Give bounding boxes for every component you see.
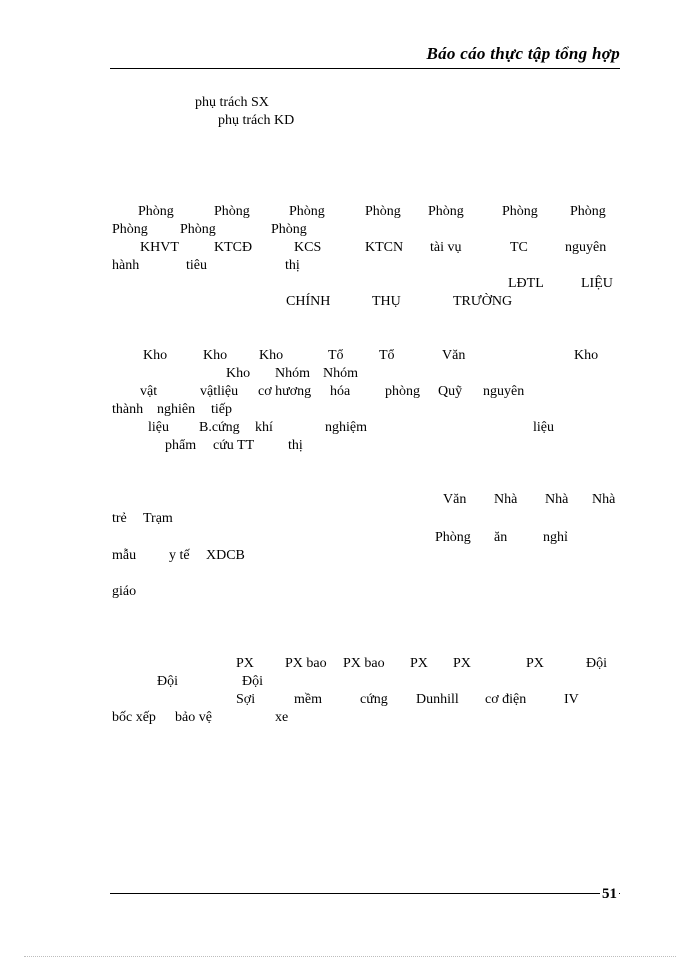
text-van-2: Văn [443, 492, 467, 507]
text-tc: TC [510, 240, 528, 255]
text-thanh: thành [112, 402, 144, 417]
text-kho-2: Kho [203, 348, 228, 363]
text-nha-1: Nhà [494, 492, 518, 507]
text-hoa: hóa [330, 384, 351, 399]
page-bottom-dotted-border [24, 956, 676, 957]
text-phong-8: Phòng [112, 222, 148, 237]
text-phong-11: phòng [385, 384, 420, 399]
text-nguyen-2: nguyên [483, 384, 525, 399]
text-thu: THỤ [372, 294, 401, 309]
text-ktcn: KTCN [365, 240, 404, 255]
text-px-1: PX [236, 656, 254, 671]
page-number: 51 [602, 886, 617, 902]
text-vatlieu: vậtliệu [200, 384, 239, 399]
text-xdcb: XDCB [206, 548, 245, 563]
text-nghien: nghiên [157, 402, 196, 417]
text-hanh: hành [112, 258, 140, 273]
text-dunhill: Dunhill [416, 692, 459, 707]
text-phong-9: Phòng [180, 222, 216, 237]
text-khvt: KHVT [140, 240, 179, 255]
text-bcung: B.cứng [199, 420, 240, 435]
text-kho-5: Kho [226, 366, 251, 381]
text-nha-2: Nhà [545, 492, 569, 507]
text-phong-10: Phòng [271, 222, 307, 237]
text-nghi: nghỉ [543, 530, 568, 545]
text-pham: phẩm [165, 438, 197, 453]
text-nghiem: nghiệm [325, 420, 367, 435]
text-phong-2: Phòng [214, 204, 250, 219]
text-kcs: KCS [294, 240, 322, 255]
text-to-2: Tổ [379, 348, 395, 363]
text-phong-6: Phòng [502, 204, 538, 219]
text-thi-1: thị [285, 258, 300, 273]
text-nhom-1: Nhóm [275, 366, 310, 381]
text-tiep: tiếp [211, 402, 232, 417]
text-cung: cứng [360, 692, 388, 707]
text-boc-xep: bốc xếp [112, 710, 156, 725]
text-phong-5: Phòng [428, 204, 464, 219]
text-phong-12: Phòng [435, 530, 471, 545]
text-xe: xe [275, 710, 289, 725]
text-tai-vu: tài vụ [430, 240, 462, 255]
text-ktcd: KTCĐ [214, 240, 253, 255]
text-mem: mềm [294, 692, 322, 707]
text-doi-3: Đội [242, 674, 263, 689]
header-title: Báo cáo thực tập tổng hợp [426, 44, 620, 63]
text-phu-trach-sx: phụ trách SX [195, 95, 269, 110]
text-khi: khí [255, 420, 273, 435]
text-doi-1: Đội [586, 656, 607, 671]
text-an: ăn [494, 530, 508, 545]
text-vat: vật [140, 384, 158, 399]
text-nhom-2: Nhóm [323, 366, 358, 381]
text-bao-ve: bảo vệ [175, 710, 212, 725]
text-px-3: PX [453, 656, 471, 671]
text-van-1: Văn [442, 348, 466, 363]
text-px-bao-2: PX bao [343, 656, 385, 671]
text-mau: mẫu [112, 548, 137, 563]
text-kho-4: Kho [574, 348, 599, 363]
text-soi: Sợi [236, 692, 256, 707]
text-truong: TRƯỜNG [453, 294, 513, 309]
text-lieu-1: liệu [148, 420, 169, 435]
text-tieu: tiêu [186, 258, 207, 273]
text-iv: IV [564, 692, 579, 707]
text-kho-1: Kho [143, 348, 168, 363]
text-tre: trẻ [112, 511, 127, 526]
text-phong-1: Phòng [138, 204, 174, 219]
text-phong-3: Phòng [289, 204, 325, 219]
text-phong-7: Phòng [570, 204, 606, 219]
text-nguyen-1: nguyên [565, 240, 607, 255]
text-y-te: y tế [169, 548, 190, 563]
text-tram: Trạm [143, 511, 173, 526]
text-lieu-caps: LIỆU [581, 276, 613, 291]
text-doi-2: Đội [157, 674, 178, 689]
text-px-4: PX [526, 656, 544, 671]
text-chinh: CHÍNH [286, 294, 331, 309]
text-px-2: PX [410, 656, 428, 671]
text-quy: Quỹ [438, 384, 463, 399]
header-rule [110, 68, 620, 69]
text-ldtl: LĐTL [508, 276, 544, 291]
text-to-1: Tổ [328, 348, 344, 363]
text-nha-3: Nhà [592, 492, 616, 507]
text-thi-2: thị [288, 438, 303, 453]
text-lieu-2: liệu [533, 420, 554, 435]
text-giao: giáo [112, 584, 137, 599]
text-co-dien: cơ điện [485, 692, 527, 707]
text-px-bao-1: PX bao [285, 656, 327, 671]
text-phu-trach-kd: phụ trách KD [218, 113, 295, 128]
text-phong-4: Phòng [365, 204, 401, 219]
footer-rule [110, 893, 620, 894]
text-cuu-tt: cứu TT [213, 438, 255, 453]
text-kho-3: Kho [259, 348, 284, 363]
text-co-huong: cơ hương [258, 384, 312, 399]
